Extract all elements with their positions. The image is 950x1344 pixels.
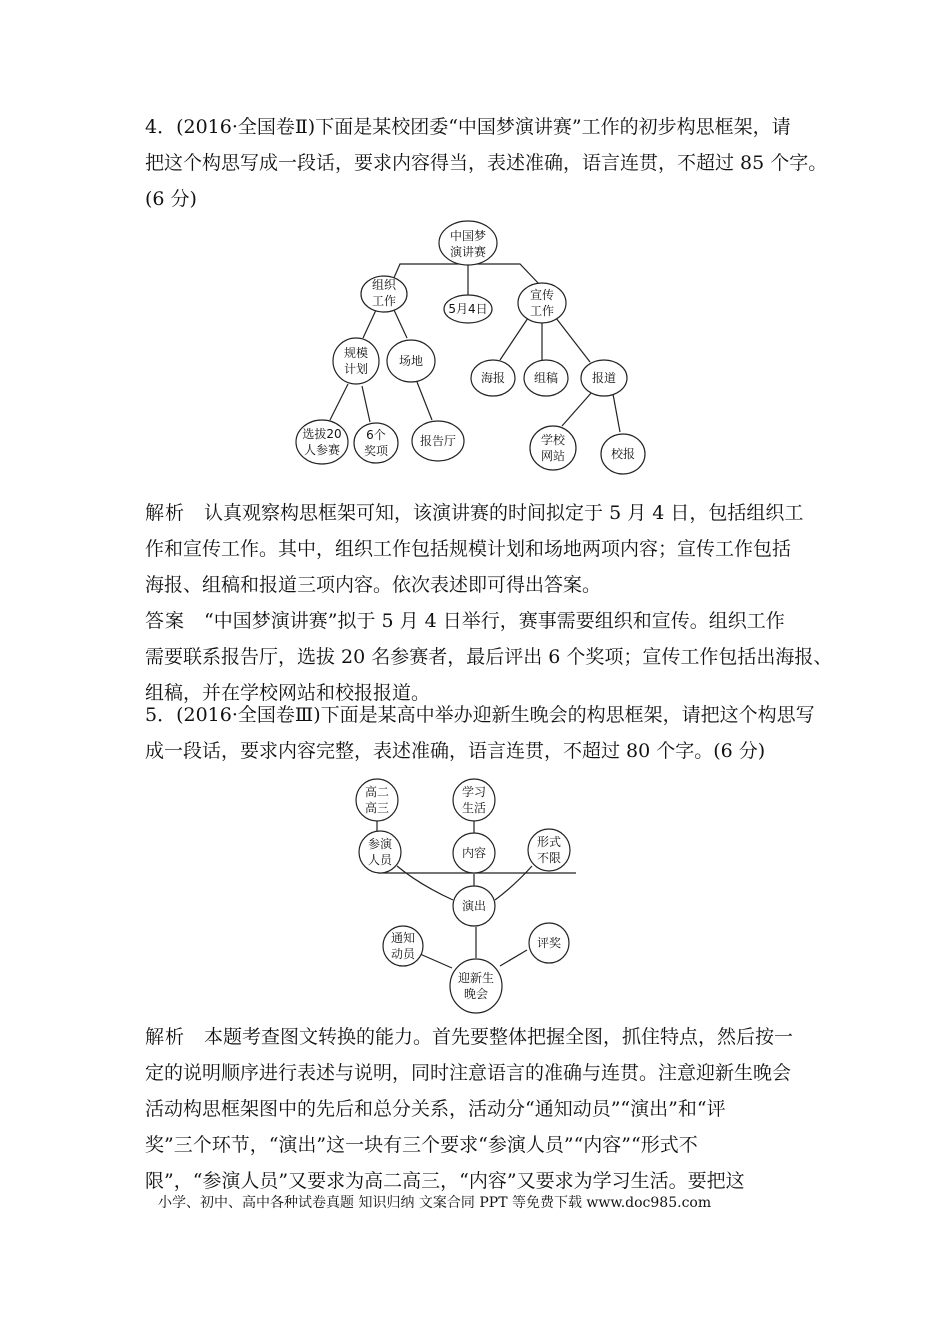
analysis-label: 解析 <box>145 1026 186 1048</box>
svg-text:参演: 参演 <box>367 837 393 851</box>
svg-text:规模: 规模 <box>343 346 369 360</box>
svg-text:生活: 生活 <box>461 801 487 815</box>
svg-text:学习: 学习 <box>461 785 487 799</box>
svg-text:高二: 高二 <box>364 785 390 799</box>
q4-answer-line-3: 组稿，并在学校网站和校报报道。 <box>145 682 431 704</box>
svg-text:迎新生: 迎新生 <box>457 971 495 985</box>
svg-text:人员: 人员 <box>367 853 393 867</box>
edge-show-form <box>495 866 532 900</box>
svg-text:评奖: 评奖 <box>536 936 562 950</box>
node-judge <box>529 923 569 963</box>
svg-text:晚会: 晚会 <box>463 987 489 1001</box>
svg-text:工作: 工作 <box>529 304 555 318</box>
svg-text:高三: 高三 <box>364 801 390 815</box>
svg-text:5月4日: 5月4日 <box>448 302 488 316</box>
q5-analysis-line-2: 定的说明顺序进行表述与说明，同时注意语言的准确与连贯。注意迎新生晚会 <box>145 1062 792 1084</box>
q5-analysis-line-4: 奖”三个环节，“演出”这一块有三个要求“参演人员”“内容”“形式不 <box>145 1134 698 1156</box>
node-show <box>453 886 495 926</box>
q4-answer-line-2: 需要联系报告厅，选拔 20 名参赛者，最后评出 6 个奖项；宣传工作包括出海报、 <box>145 646 833 668</box>
page-footer: 小学、初中、高中各种试卷真题 知识归纳 文案合同 PPT 等免费下载 www.doc985.com <box>158 1195 712 1211</box>
q5-line-1: 5．(2016·全国卷Ⅲ)下面是某高中举办迎新生晚会的构思框架，请把这个构思写 <box>145 704 815 726</box>
svg-text:通知: 通知 <box>390 931 416 945</box>
svg-text:学校: 学校 <box>540 433 566 447</box>
analysis-text: 认真观察构思框架可知，该演讲赛的时间拟定于 5 月 4 日，包括组织工 <box>204 502 804 524</box>
svg-text:组稿: 组稿 <box>533 371 559 385</box>
q4-line-3: (6 分) <box>145 188 197 210</box>
svg-text:报道: 报道 <box>591 371 617 385</box>
edge-party-notify <box>420 954 452 968</box>
node-notify <box>383 926 423 966</box>
node-cast <box>359 831 401 873</box>
q5-analysis-line-1 <box>145 1024 825 1050</box>
svg-text:内容: 内容 <box>461 846 487 860</box>
answer-label: 答案 <box>145 610 186 632</box>
svg-text:选拔20: 选拔20 <box>302 427 342 441</box>
svg-text:动员: 动员 <box>390 947 416 961</box>
svg-text:计划: 计划 <box>343 362 369 376</box>
svg-text:校报: 校报 <box>610 447 636 461</box>
answer-text: “中国梦演讲赛”拟于 5 月 4 日举行，赛事需要组织和宣传。组织工作 <box>204 610 785 632</box>
edge-party-judge <box>500 950 527 966</box>
node-study-life <box>453 779 495 821</box>
svg-text:报告厅: 报告厅 <box>419 434 457 448</box>
svg-text:6个: 6个 <box>366 428 386 442</box>
svg-text:组织: 组织 <box>371 278 397 292</box>
svg-text:中国梦: 中国梦 <box>449 229 487 243</box>
q5-analysis-line-3: 活动构思框架图中的先后和总分关系，活动分“通知动员”“演出”和“评 <box>145 1098 726 1120</box>
q5-analysis-line-5: 限”，“参演人员”又要求为高二高三，“内容”又要求为学习生活。要把这 <box>145 1170 745 1192</box>
edge-show-cast <box>397 866 453 900</box>
node-party <box>450 959 502 1013</box>
svg-text:宣传: 宣传 <box>529 288 555 302</box>
svg-text:演讲赛: 演讲赛 <box>449 245 487 259</box>
svg-text:演出: 演出 <box>461 899 487 913</box>
svg-text:形式: 形式 <box>536 835 562 849</box>
analysis-label: 解析 <box>145 502 186 524</box>
q4-analysis-line-3: 海报、组稿和报道三项内容。依次表述即可得出答案。 <box>145 574 602 596</box>
node-grade23 <box>356 779 398 821</box>
svg-text:海报: 海报 <box>480 371 506 385</box>
q4-line-2: 把这个构思写成一段话，要求内容得当，表述准确，语言连贯，不超过 85 个字。 <box>145 152 828 174</box>
svg-text:奖项: 奖项 <box>363 444 389 458</box>
q4-line-1: 4．(2016·全国卷Ⅱ)下面是某校团委“中国梦演讲赛”工作的初步构思框架，请 <box>145 116 791 138</box>
analysis-text: 本题考查图文转换的能力。首先要整体把握全图，抓住特点，然后按一 <box>204 1026 794 1048</box>
svg-text:不限: 不限 <box>536 851 562 865</box>
q4-analysis-line-2: 作和宣传工作。其中，组织工作包括规模计划和场地两项内容；宣传工作包括 <box>145 538 792 560</box>
svg-text:网站: 网站 <box>540 449 566 463</box>
node-form <box>528 829 570 871</box>
node-content <box>453 833 495 873</box>
svg-text:人参赛: 人参赛 <box>303 443 341 457</box>
svg-text:工作: 工作 <box>371 294 397 308</box>
q5-line-2: 成一段话，要求内容完整，表述准确，语言连贯，不超过 80 个字。(6 分) <box>145 740 766 762</box>
svg-text:场地: 场地 <box>398 354 424 368</box>
